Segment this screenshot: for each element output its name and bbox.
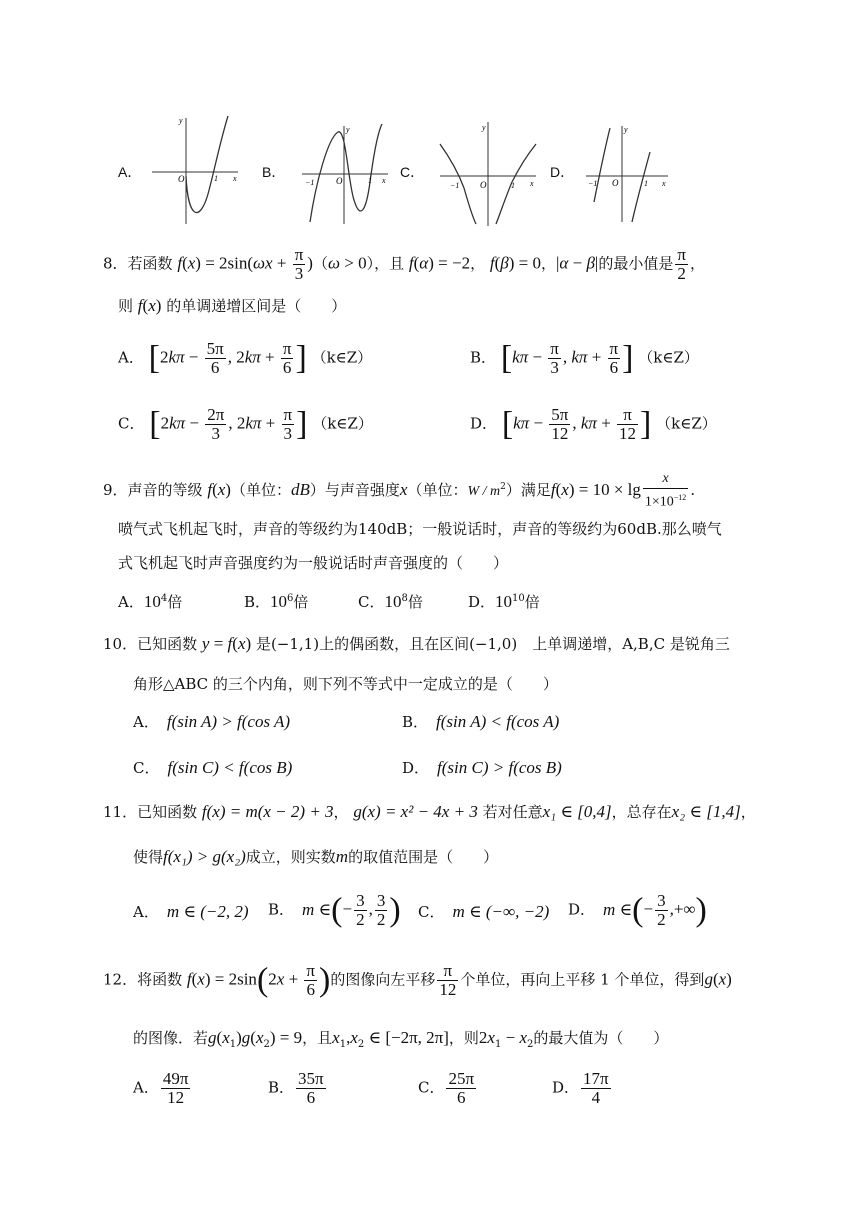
q8-cond-open: （ bbox=[312, 254, 328, 273]
q12-number: 12． bbox=[103, 970, 138, 989]
q9-unit-db: dB bbox=[290, 479, 310, 499]
svg-text:O: O bbox=[612, 178, 619, 188]
svg-text:1: 1 bbox=[214, 174, 218, 183]
q10-option-a-label: A． bbox=[133, 713, 159, 731]
q11-line1a: 已知函数 bbox=[137, 803, 198, 821]
q12-line2: 的图像．若$g(x_1)g(x_2) = 9$，且$x_1,x_2$ ∈ [−2π, 2π]，则$2x_1 - x_2$的最大值为（ ） bbox=[133, 1028, 669, 1050]
q10-option-d-expr: f(sin C) > f(cos B) bbox=[437, 758, 562, 777]
svg-text:−1: −1 bbox=[588, 179, 598, 188]
q11-m: m bbox=[335, 847, 349, 866]
q7-graph-b bbox=[298, 122, 390, 226]
q11-x1: x₁ ∈ [0,4] bbox=[542, 802, 612, 821]
q8-option-b: B． [kπ − $\frac{\pi}{3}$ , kπ + $\frac{\pi}{6}$ ] （k∈Z） bbox=[470, 339, 699, 377]
q7-option-b-label: B． bbox=[262, 164, 286, 180]
q11-line1b: 若对任意 bbox=[482, 803, 543, 821]
q8-cond-close: ），且 bbox=[366, 254, 405, 273]
q8-comma1: ， bbox=[470, 254, 486, 273]
q12-option-d-num: 17π bbox=[583, 1069, 609, 1088]
q12-option-a-num: 49π bbox=[162, 1069, 189, 1088]
q12-text5: ，且 bbox=[302, 1029, 333, 1047]
q9-line3: 式飞机起飞时声音强度约为一般说话时声音强度的（ ） bbox=[118, 554, 509, 572]
q11-g-expr: g(x) = x² − 4x + 3 bbox=[353, 802, 478, 821]
q11-f-expr: f(x) = m(x − 2) + 3 bbox=[201, 802, 334, 821]
q11-option-c-expr: m ∈ (−∞, −2) bbox=[452, 902, 550, 921]
q10-option-c bbox=[133, 756, 292, 780]
q9-option-c-suffix: 倍 bbox=[407, 593, 423, 611]
q9-option-a-exp: 4 bbox=[160, 593, 168, 604]
q10-line1b: 是(−1,1)上的偶函数，且在区间(−1,0) 上单调递增，A,B,C 是锐角三 bbox=[255, 635, 730, 653]
q12-option-c-den: 6 bbox=[457, 1088, 466, 1107]
q7-graph-a bbox=[148, 112, 240, 228]
q8-line1: 8．若函数 f(x) = 2sin(ωx + $\frac{\pi}{3}$ )（ω > 0），且 f(α) = −2， f(β) = 0，|α − β|的最小值是 $\frac{\pi}{2}$ ， bbox=[103, 245, 705, 283]
q9-option-c-exp: 8 bbox=[401, 593, 408, 604]
q11-option-b-expr: m ∈ bbox=[302, 899, 332, 919]
q11-option-c bbox=[418, 900, 549, 924]
q9-option-a bbox=[118, 587, 182, 614]
q9-option-a-label: A． bbox=[118, 593, 144, 611]
svg-text:O: O bbox=[480, 180, 487, 190]
q12-text7: 的最大值为（ ） bbox=[533, 1029, 669, 1047]
q9-unit1: （单位： bbox=[230, 480, 291, 499]
q12-option-c-num: 25π bbox=[448, 1069, 475, 1088]
q11-option-d: D． m ∈(− $\frac{3}{2}$ ,+∞) bbox=[568, 891, 707, 929]
q8-comma2: ， bbox=[541, 254, 557, 273]
svg-text:−1: −1 bbox=[450, 181, 460, 190]
q8-option-d-note: （k∈Z） bbox=[656, 414, 717, 433]
q11-line2 bbox=[133, 845, 498, 869]
svg-text:O: O bbox=[336, 176, 343, 186]
q9-unit2: （单位： bbox=[407, 480, 468, 499]
q9-option-d-base: 10 bbox=[495, 592, 513, 611]
q10-line1a: 已知函数 bbox=[137, 635, 198, 653]
q11-x2: x₂ ∈ [1,4] bbox=[671, 802, 741, 821]
q9-line2: 喷气式飞机起飞时，声音的等级约为140dB；一般说话时，声音的等级约为60dB.那么喷气 bbox=[118, 520, 722, 538]
svg-text:O: O bbox=[178, 174, 185, 184]
q9-option-b bbox=[244, 587, 308, 614]
svg-text:x: x bbox=[233, 174, 237, 183]
q11-option-d-label: D． bbox=[568, 900, 596, 919]
q12-text2: 的图像向左平移 bbox=[330, 970, 436, 989]
q7-option-c-label: C． bbox=[400, 164, 425, 180]
q12-line1: 12．将函数 f(x) = 2sin(2x + $\frac{\pi}{6}$ )的图像向左平移 $\frac{\pi}{12}$ 个单位，再向上平移 1 个单位，得到g(x) bbox=[103, 961, 732, 999]
q8-option-b-note: （k∈Z） bbox=[638, 348, 699, 367]
q10-line2: 角形△ABC 的三个内角，则下列不等式中一定成立的是（ ） bbox=[133, 675, 558, 693]
svg-text:1: 1 bbox=[644, 179, 648, 188]
q9-line1: 9．声音的等级 f(x)（单位：dB）与声音强度x（单位：W / $m^2$）满足f(x) = 10 × lg $\frac{x}{1\times 10^{-12}}$ . bbox=[103, 471, 696, 510]
q11-line2a: 使得 bbox=[133, 848, 164, 866]
q8-option-c: C． [2kπ − $\frac{2\pi}{3}$ , 2kπ + $\frac{\pi}{3}$ ] （k∈Z） bbox=[118, 405, 373, 443]
q11-line2c: 的取值范围是（ ） bbox=[348, 848, 499, 866]
q8-option-d-label: D． bbox=[470, 414, 498, 433]
q12-text6: ，则 bbox=[448, 1029, 479, 1047]
q11-option-a bbox=[133, 900, 249, 924]
q11-line2b: 成立，则实数 bbox=[245, 848, 336, 866]
q9-unit-w: W / m bbox=[467, 483, 501, 499]
q9-option-c-base: 10 bbox=[384, 592, 402, 611]
q10-option-c-expr: f(sin C) < f(cos B) bbox=[167, 758, 293, 777]
svg-text:x: x bbox=[662, 179, 666, 188]
svg-text:1: 1 bbox=[368, 176, 372, 185]
q8-option-c-note: （k∈Z） bbox=[312, 414, 373, 433]
q9-option-b-suffix: 倍 bbox=[293, 593, 309, 611]
q11-ineq: f(x₁) > g(x₂) bbox=[163, 847, 246, 866]
q9-unit2c: ）满足 bbox=[505, 480, 551, 499]
q8-option-b-label: B． bbox=[470, 348, 497, 367]
q7-graph-d bbox=[584, 122, 670, 224]
q9-option-d-exp: 10 bbox=[512, 593, 525, 604]
q10-line1: 10．已知函数 y = f(x) 是(−1,1)上的偶函数，且在区间(−1,0) 上单调递增，A,B,C 是锐角三 bbox=[103, 634, 730, 653]
q12-text3: 个单位，再向上平移 1 个单位，得到 bbox=[460, 970, 705, 989]
q9-text1: 声音的等级 bbox=[127, 480, 203, 499]
q11-option-b: B． m ∈(− $\frac{3}{2}$ , $\frac{3}{2}$ ) bbox=[268, 891, 401, 929]
q8-option-a-note: （k∈Z） bbox=[311, 348, 373, 367]
q8-text-min: 的最小值是 bbox=[598, 254, 674, 273]
q12-option-d-den: 4 bbox=[591, 1088, 601, 1107]
q10-option-b bbox=[402, 710, 559, 734]
q9-option-b-exp: 6 bbox=[287, 593, 294, 604]
svg-text:1: 1 bbox=[511, 181, 515, 190]
q12-text1: 将函数 bbox=[137, 970, 183, 989]
q12-option-b-num: 35π bbox=[298, 1069, 324, 1088]
q12-option-d-label: D． bbox=[552, 1078, 580, 1097]
q8-option-c-label: C． bbox=[118, 414, 145, 433]
q9-option-a-base: 10 bbox=[143, 592, 161, 611]
svg-text:y: y bbox=[624, 125, 628, 134]
svg-text:−1: −1 bbox=[305, 178, 315, 187]
q10-option-b-label: B． bbox=[402, 713, 429, 731]
q9-option-d-label: D． bbox=[468, 593, 496, 611]
q12-option-d bbox=[552, 1070, 613, 1107]
q10-option-a bbox=[133, 710, 290, 734]
q11-line1c: ，总存在 bbox=[611, 803, 672, 821]
q9-option-c bbox=[358, 587, 423, 614]
q10-number: 10． bbox=[103, 635, 138, 653]
q7-option-a-label: A． bbox=[118, 164, 142, 180]
q12-option-c-label: C． bbox=[418, 1078, 445, 1097]
svg-text:x: x bbox=[530, 179, 534, 188]
q11-option-a-expr: m ∈ (−2, 2) bbox=[166, 902, 249, 921]
q9-option-c-label: C． bbox=[358, 593, 385, 611]
q9-option-d bbox=[468, 587, 540, 614]
q12-text4: 的图像．若 bbox=[133, 1029, 209, 1047]
q12-option-a bbox=[133, 1070, 192, 1107]
q10-option-a-expr: f(sin A) > f(cos A) bbox=[166, 712, 291, 731]
svg-text:y: y bbox=[482, 123, 486, 132]
q9-number: 9． bbox=[103, 480, 128, 499]
q10-option-c-label: C． bbox=[133, 759, 160, 777]
q11-option-c-label: C． bbox=[418, 903, 445, 921]
q9-option-d-suffix: 倍 bbox=[524, 593, 540, 611]
q8-text1: 若函数 bbox=[127, 254, 173, 273]
q12-option-b-den: 6 bbox=[306, 1088, 316, 1107]
q12-option-b-label: B． bbox=[268, 1078, 295, 1097]
q11-option-b-label: B． bbox=[268, 900, 295, 919]
q10-option-b-expr: f(sin A) < f(cos A) bbox=[436, 712, 560, 731]
q10-option-d-label: D． bbox=[402, 759, 430, 777]
q8-option-d: D． [kπ − $\frac{5\pi}{12}$ , kπ + $\frac{\pi}{12}$ ] （k∈Z） bbox=[470, 405, 717, 443]
q11-line1: 11．已知函数 f(x) = m(x − 2) + 3， g(x) = x² − 4x + 3 若对任意x₁ ∈ [0,4]，总存在x₂ ∈ [1,4]， bbox=[103, 802, 756, 821]
q12-option-a-label: A． bbox=[133, 1078, 159, 1097]
q12-option-a-den: 12 bbox=[167, 1088, 185, 1107]
q8-number: 8． bbox=[103, 254, 128, 273]
q7-option-d-label: D． bbox=[550, 164, 575, 180]
q7-graph-c bbox=[436, 118, 540, 228]
q9-option-a-suffix: 倍 bbox=[167, 593, 183, 611]
svg-text:y: y bbox=[179, 116, 183, 125]
svg-text:x: x bbox=[382, 176, 386, 185]
svg-text:y: y bbox=[346, 125, 350, 134]
q8-text3: 的单调递增区间是（ ） bbox=[166, 297, 347, 315]
q8-option-a-label: A． bbox=[118, 348, 144, 367]
q8-text2: 则 bbox=[118, 297, 134, 315]
q9-unit1c: ）与声音强度 bbox=[309, 480, 400, 499]
q9-option-b-label: B． bbox=[244, 593, 271, 611]
q12-option-c bbox=[418, 1070, 478, 1107]
q11-number: 11． bbox=[103, 803, 138, 821]
q11-option-a-label: A． bbox=[133, 903, 159, 921]
q11-option-d-expr: m ∈ bbox=[603, 899, 633, 919]
q8-option-a: A． [2kπ − $\frac{5\pi}{6}$ , 2kπ + $\frac{\pi}{6}$ ] （k∈Z） bbox=[118, 339, 373, 377]
q9-option-b-base: 10 bbox=[270, 592, 288, 611]
q8-line2: 则 f(x) 的单调递增区间是（ ） bbox=[118, 296, 347, 315]
q12-option-b bbox=[268, 1070, 328, 1107]
q10-option-d bbox=[402, 756, 562, 780]
